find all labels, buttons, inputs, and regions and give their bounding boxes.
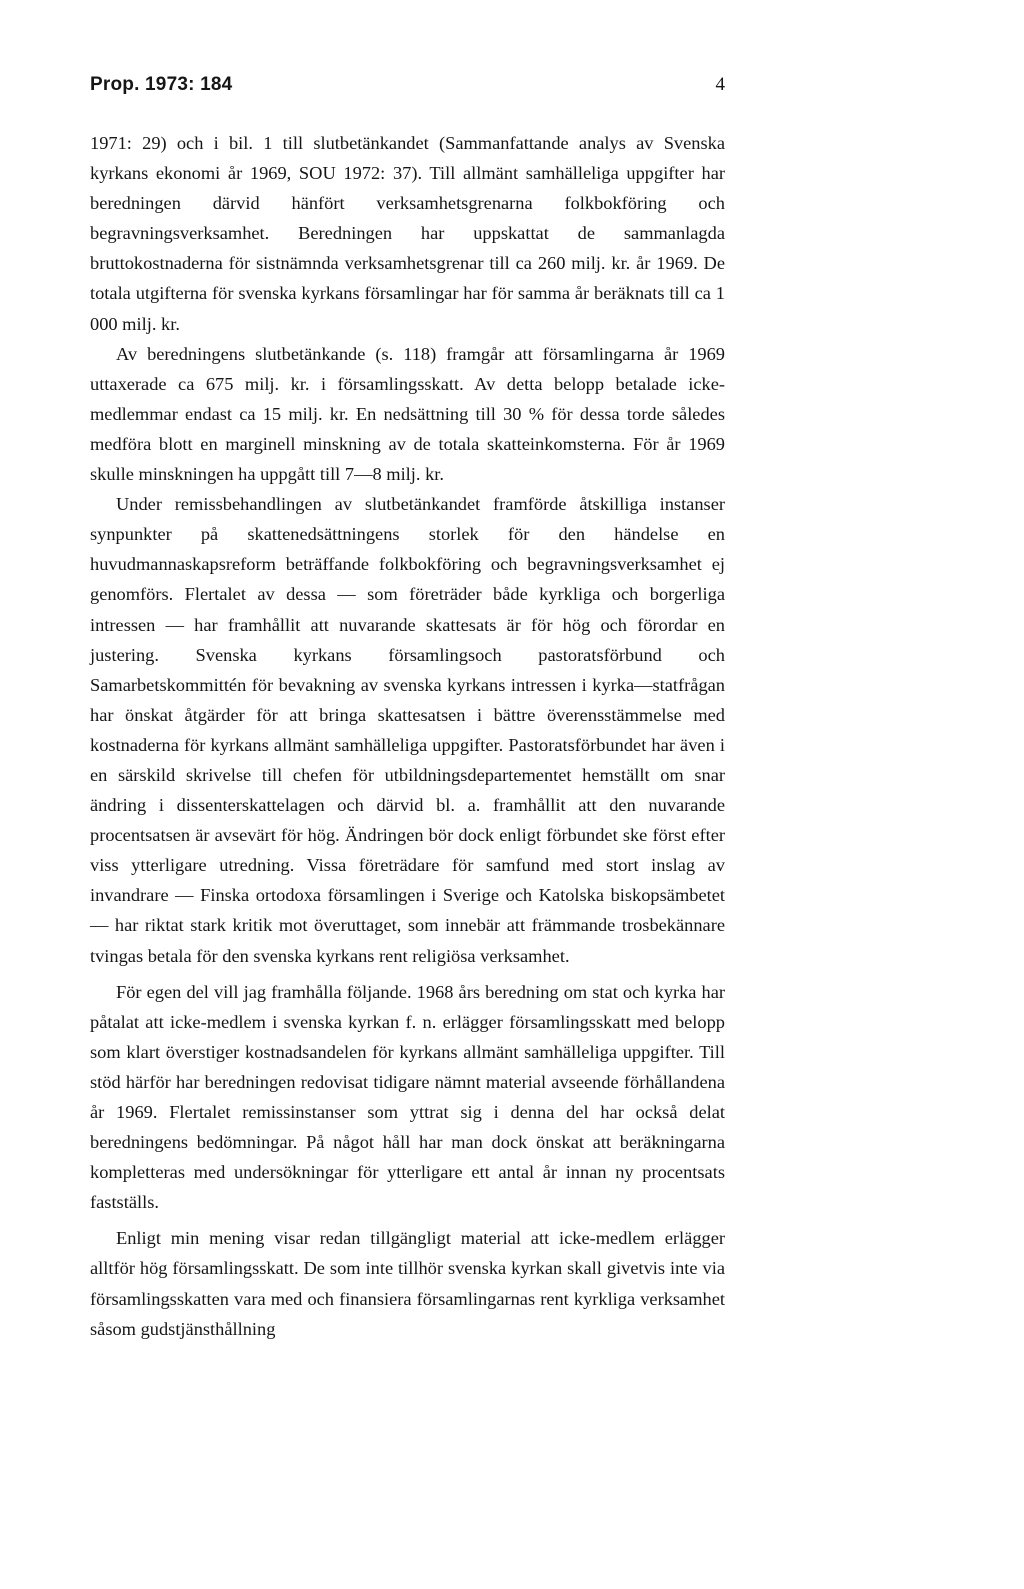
page-number: 4 bbox=[715, 74, 725, 95]
page-header bbox=[90, 74, 725, 104]
paragraph-5: Enligt min mening visar redan tillgängligt material att icke-medlem erlägger alltför hög församlingsskatt. De som inte tillhör svenska kyrkan skall givetvis inte via församlingsskatten vara med och finansiera församlingarnas rent kyrkliga verksamhet såsom gudstjänsthållning bbox=[90, 1228, 725, 1339]
paragraph-1: 1971: 29) och i bil. 1 till slutbetänkandet (Sammanfattande analys av Svenska kyrkans ekonomi år 1969, SOU 1972: 37). Till allmänt samhälleliga uppgifter har beredningen därvid hänfört verksamhetsgrenarna folkbokföring och begravningsverksamhet. Beredningen har uppskattat de sammanlagda bruttokostnaderna för sistnämnda verksamhetsgrenar till ca 260 milj. kr. år 1969. De totala utgifterna för svenska kyrkans församlingar har för samma år beräknats till ca 1 000 milj. kr. bbox=[90, 133, 725, 334]
body-text bbox=[90, 128, 725, 1344]
paragraph-4: För egen del vill jag framhålla följande. 1968 års beredning om stat och kyrka har påtalat att icke-medlem i svenska kyrkan f. n. erlägger församlingsskatt med belopp som klart överstiger kostnadsandelen för kyrkans allmänt samhälleliga uppgifter. Till stöd härför har beredningen redovisat tidigare nämnt material avseende förhållandena år 1969. Flertalet remissinstanser som yttrat sig i denna del har också delat beredningens bedömningar. På något håll har man dock önskat att beräkningarna kompletteras med undersökningar för ytterligare ett antal år innan ny procentsats fastställs. bbox=[90, 981, 725, 1213]
paragraph-2: Av beredningens slutbetänkande (s. 118) framgår att församlingarna år 1969 uttaxerade ca 675 milj. kr. i församlingsskatt. Av detta belopp betalade icke-medlemmar endast ca 15 milj. kr. En nedsättning till 30 % för dessa torde således medföra blott en marginell minskning av de totala skatteinkomsterna. För år 1969 skulle minskningen ha uppgått till 7—8 milj. kr. bbox=[90, 343, 725, 485]
document-title: Prop. 1973: 184 bbox=[90, 74, 233, 95]
paragraph-3: Under remissbehandlingen av slutbetänkandet framförde åtskilliga instanser synpunkter på skattenedsättningens storlek för den händelse en huvudmannaskapsreform beträffande folkbokföring och begravningsverksamhet ej genomförs. Flertalet av dessa — som företräder både kyrkliga och borgerliga intressen — har framhållit att nuvarande skattesats är för hög och förordar en justering. Svenska kyrkans församlingsoch pastoratsförbund och Samarbetskommittén för bevakning av svenska kyrkans intressen i kyrka—statfrågan har önskat åtgärder för att bringa skattesatsen i bättre överensstämmelse med kostnaderna för kyrkans allmänt samhälleliga uppgifter. Pastoratsförbundet har även i en särskild skrivelse till chefen för utbildningsdepartementet hemställt om snar ändring i dissenterskattelagen och därvid bl. a. framhållit att den nuvarande procentsatsen är avsevärt för hög. Ändringen bör dock enligt förbundet ske först efter viss ytterligare utredning. Vissa företrädare för samfund med stort inslag av invandrare — Finska ortodoxa församlingen i Sverige och Katolska biskopsämbetet — har riktat stark kritik mot överuttaget, som innebär att främmande trosbekännare tvingas betala för den svenska kyrkans rent religiösa verksamhet. bbox=[90, 494, 725, 966]
